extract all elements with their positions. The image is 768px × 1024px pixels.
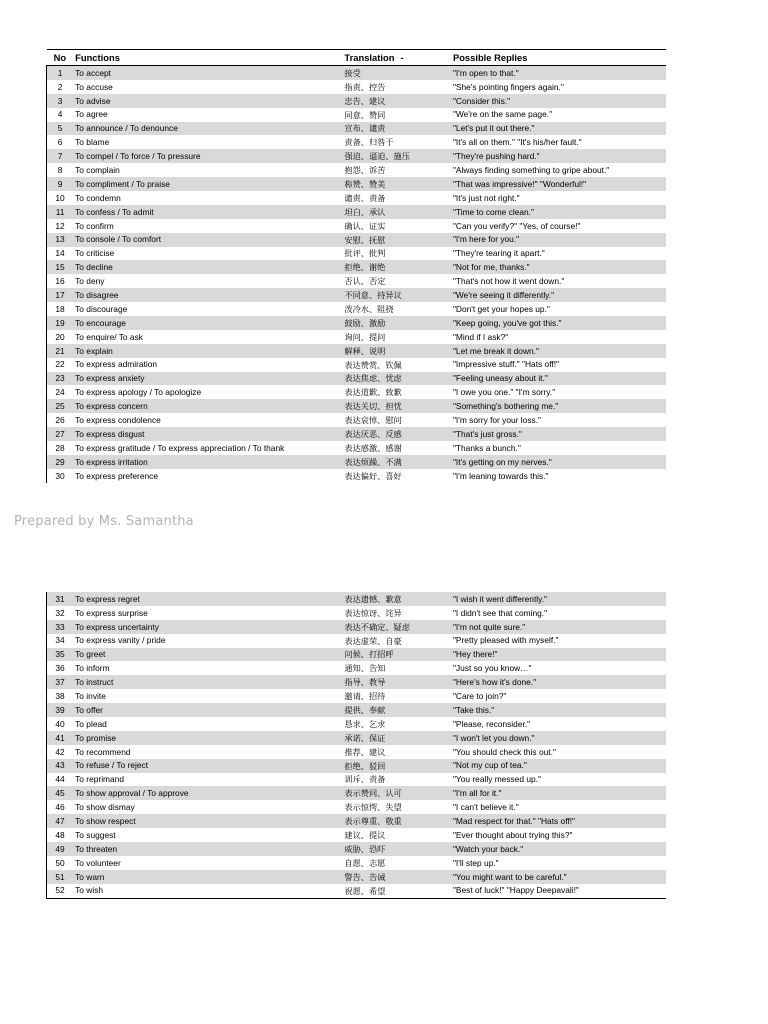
row-number: 50 [47, 856, 74, 870]
table-row [47, 122, 667, 136]
function-cell: To reprimand [75, 774, 124, 785]
table-row [47, 177, 667, 191]
row-number: 13 [47, 233, 74, 247]
function-cell: To express preference [75, 470, 158, 481]
row-number: 46 [47, 800, 74, 814]
reply-cell: "They're pushing hard." [451, 149, 666, 163]
row-number: 16 [47, 274, 74, 288]
translation-cell: 解释、说明 [342, 344, 451, 358]
translation-cell: 祝愿、希望 [342, 884, 451, 898]
reply-cell: "I didn't see that coming." [452, 607, 548, 618]
translation-cell: 推荐、建议 [344, 746, 386, 757]
translation-cell: 表示赞同、认可 [342, 786, 451, 800]
table-row [47, 191, 667, 205]
function-cell: To offer [73, 703, 342, 717]
reply-cell: "You might want to be careful." [451, 870, 666, 884]
translation-cell: 指导、教导 [342, 675, 451, 689]
function-cell: To express concern [73, 399, 342, 413]
row-number: 29 [47, 455, 74, 469]
table-row [47, 856, 667, 870]
table-row [47, 786, 667, 800]
row-number: 9 [47, 177, 74, 191]
translation-cell: 确认、证实 [344, 220, 386, 231]
translation-cell: 询问、提问 [344, 331, 386, 342]
header-functions: Functions [73, 50, 342, 66]
translation-cell: 表示惊愕、失望 [344, 802, 402, 813]
row-number: 2 [47, 80, 74, 94]
table-body-2 [47, 592, 667, 898]
translation-cell: 表达不确定、疑虑 [342, 620, 451, 634]
translation-cell: 谴责、责备 [344, 192, 386, 203]
translation-cell: 强迫、逼迫、施压 [342, 149, 451, 163]
row-number: 32 [47, 606, 74, 620]
function-cell: To volunteer [75, 857, 121, 868]
table-row [47, 399, 667, 413]
translation-cell: 表达惊讶、诧异 [344, 607, 402, 618]
translation-cell: 承诺、保证 [342, 731, 451, 745]
table-row [47, 828, 667, 842]
reply-cell: "Here's how it's done." [451, 675, 666, 689]
function-cell: To disagree [73, 288, 342, 302]
row-number: 38 [47, 689, 74, 703]
functions-table-part-2 [46, 592, 666, 899]
table-row [47, 413, 667, 427]
reply-cell: "Mind if I ask?" [452, 331, 509, 342]
translation-cell: 表达遗憾、歉意 [342, 592, 451, 606]
table-row [47, 135, 667, 149]
row-number: 8 [47, 163, 74, 177]
translation-cell: 坦白、承认 [342, 205, 451, 219]
function-cell: To instruct [73, 675, 342, 689]
table-row [47, 745, 667, 759]
row-number: 28 [47, 441, 74, 455]
row-number: 21 [47, 344, 74, 358]
table-row [47, 233, 667, 247]
translation-cell: 表达烦躁、不满 [342, 455, 451, 469]
table-row [47, 80, 667, 94]
table-row [47, 149, 667, 163]
table-row [47, 205, 667, 219]
reply-cell: "I won't let you down." [451, 731, 666, 745]
function-cell: To condemn [75, 192, 121, 203]
reply-cell: "It's just not right." [452, 192, 520, 203]
function-cell: To express anxiety [73, 372, 342, 386]
function-cell: To threaten [73, 842, 342, 856]
reply-cell: "Let me break it down." [451, 344, 666, 358]
reply-cell: "I'll step up." [452, 857, 499, 868]
translation-cell: 问候、打招呼 [342, 648, 451, 662]
function-cell: To announce / To denounce [73, 122, 342, 136]
table-row [47, 648, 667, 662]
reply-cell: "I owe you one." "I'm sorry." [452, 387, 556, 398]
reply-cell: "You should check this out." [452, 746, 556, 757]
table-row [47, 288, 667, 302]
reply-cell: "Hey there!" [451, 648, 666, 662]
function-cell: To compliment / To praise [73, 177, 342, 191]
translation-cell: 泼冷水、阻挠 [344, 303, 394, 314]
reply-cell: "I can't believe it." [452, 802, 519, 813]
row-number: 51 [47, 870, 74, 884]
table-row [47, 814, 667, 828]
function-cell: To blame [75, 137, 110, 148]
row-number: 10 [47, 191, 74, 205]
function-cell: To warn [73, 870, 342, 884]
reply-cell: "It's all on them." "It's his/her fault." [452, 137, 582, 148]
reply-cell: "Just so you know…" [452, 663, 532, 674]
function-cell: To express gratitude / To express appreciation / To thank [75, 442, 285, 453]
function-cell: To discourage [75, 303, 128, 314]
table-row [47, 717, 667, 731]
reply-cell: "Thanks a bunch." [452, 442, 521, 453]
function-cell: To wish [73, 884, 342, 898]
table-row [47, 634, 667, 648]
row-number: 30 [47, 469, 74, 483]
reply-cell: "I'm sorry for your loss." [452, 415, 541, 425]
reply-cell: "Impressive stuff." "Hats off!" [452, 359, 560, 370]
row-number: 22 [47, 358, 74, 372]
function-cell: To enquire/ To ask [75, 331, 143, 342]
table-row [47, 620, 667, 634]
row-number: 47 [47, 814, 74, 828]
translation-cell: 指责、控告 [344, 81, 386, 92]
translation-cell: 批评、批判 [344, 248, 386, 259]
reply-cell: "They're tearing it apart." [452, 248, 545, 259]
function-cell: To decline [73, 260, 342, 274]
translation-cell: 警告、告诫 [342, 870, 451, 884]
function-cell: To express admiration [75, 359, 158, 370]
reply-cell: "Take this." [451, 703, 666, 717]
translation-cell: 责备、归咎于 [344, 137, 394, 148]
function-cell: To express condolence [75, 415, 161, 425]
row-number: 11 [47, 205, 74, 219]
table-row [47, 689, 667, 703]
table-row [47, 870, 667, 884]
function-cell: To express apology / To apologize [75, 387, 202, 398]
row-number: 14 [47, 247, 74, 261]
table-row [47, 455, 667, 469]
table-row [47, 260, 667, 274]
reply-cell: "Watch your back." [451, 842, 666, 856]
translation-cell: 忠告、建议 [342, 94, 451, 108]
row-number: 5 [47, 122, 74, 136]
table-row [47, 247, 667, 261]
translation-cell: 表达关切、担忧 [342, 399, 451, 413]
function-cell: To show dismay [75, 802, 135, 813]
translation-cell: 表达虚荣、自豪 [344, 635, 402, 646]
row-number: 52 [47, 884, 74, 898]
table-row [47, 606, 667, 620]
reply-cell: "Can you verify?" "Yes, of course!" [452, 220, 581, 231]
row-number: 1 [47, 66, 74, 80]
table-header-row [47, 50, 667, 66]
function-cell: To console / To comfort [73, 233, 342, 247]
table-row [47, 884, 667, 898]
translation-cell: 拒绝、谢绝 [342, 260, 451, 274]
table-row [47, 330, 667, 344]
table-body-1 [47, 66, 667, 483]
function-cell: To explain [73, 344, 342, 358]
row-number: 43 [47, 759, 74, 773]
reply-cell: "Mad respect for that." "Hats off!" [451, 814, 666, 828]
row-number: 39 [47, 703, 74, 717]
reply-cell: "That was impressive!" "Wonderful!" [451, 177, 666, 191]
function-cell: To promise [73, 731, 342, 745]
header-translation-label: Translation [344, 51, 395, 63]
function-cell: To confess / To admit [73, 205, 342, 219]
table-row [47, 661, 667, 675]
row-number: 25 [47, 399, 74, 413]
function-cell: To complain [75, 164, 120, 175]
translation-cell: 否认、否定 [344, 276, 386, 287]
table-row [47, 842, 667, 856]
row-number: 19 [47, 316, 74, 330]
translation-cell: 表达道歉、致歉 [344, 387, 402, 398]
function-cell: To express surprise [75, 607, 148, 618]
reply-cell: "That's not how it went down." [452, 276, 565, 287]
row-number: 35 [47, 648, 74, 662]
function-cell: To advise [73, 94, 342, 108]
table-row [47, 469, 667, 483]
table-row [47, 427, 667, 441]
row-number: 41 [47, 731, 74, 745]
translation-cell: 安慰、抚慰 [342, 233, 451, 247]
translation-cell: 恳求、乞求 [344, 718, 386, 729]
table-row [47, 773, 667, 787]
function-cell: To show approval / To approve [73, 786, 342, 800]
function-cell: To express uncertainty [73, 620, 342, 634]
row-number: 17 [47, 288, 74, 302]
header-translation [342, 50, 451, 66]
translation-cell: 表达偏好、喜好 [344, 470, 402, 481]
reply-cell: "Time to come clean." [451, 205, 666, 219]
table-row [47, 344, 667, 358]
translation-cell: 建议、提议 [344, 829, 386, 840]
function-cell: To express disgust [73, 427, 342, 441]
reply-cell: "We're seeing it differently." [451, 288, 666, 302]
row-number: 24 [47, 385, 74, 399]
function-cell: To deny [75, 276, 105, 287]
translation-cell: 拒绝、驳回 [342, 759, 451, 773]
function-cell: To show respect [73, 814, 342, 828]
translation-cell: 表达赞赏、钦佩 [344, 359, 402, 370]
functions-table-part-1 [46, 49, 666, 483]
reply-cell: "Don't get your hopes up." [452, 303, 550, 314]
function-cell: To criticise [75, 248, 115, 259]
function-cell: To accuse [75, 81, 113, 92]
row-number: 3 [47, 94, 74, 108]
table-row [47, 759, 667, 773]
prepared-by-text: Prepared by Ms. Samantha [14, 514, 194, 529]
translation-cell: 同意、赞同 [344, 109, 386, 120]
table-row [47, 274, 667, 288]
row-number: 40 [47, 717, 74, 731]
filter-dropdown-mark[interactable]: - [400, 51, 404, 63]
function-cell: To inform [75, 663, 110, 674]
table-row [47, 675, 667, 689]
row-number: 45 [47, 786, 74, 800]
function-cell: To compel / To force / To pressure [73, 149, 342, 163]
translation-cell: 抱怨、诉苦 [344, 165, 386, 176]
function-cell: To invite [75, 690, 106, 701]
row-number: 20 [47, 330, 74, 344]
translation-cell: 不同意、持异议 [342, 288, 451, 302]
translation-cell: 宣布、谴责 [342, 122, 451, 136]
reply-cell: "Not for me, thanks." [451, 260, 666, 274]
function-cell: To greet [73, 648, 342, 662]
translation-cell: 训斥、责备 [344, 774, 386, 785]
function-cell: To agree [75, 109, 108, 120]
reply-cell: "Something's bothering me." [451, 399, 666, 413]
translation-cell: 表达感激、感谢 [344, 442, 402, 453]
translation-cell: 鼓励、激励 [342, 316, 451, 330]
reply-cell: "Let's put it out there." [451, 122, 666, 136]
row-number: 12 [47, 219, 74, 233]
function-cell: To recommend [75, 746, 131, 757]
row-number: 26 [47, 413, 74, 427]
translation-cell: 表示尊重、敬重 [342, 814, 451, 828]
reply-cell: "I'm leaning towards this." [452, 470, 549, 481]
reply-cell: "I wish it went differently." [451, 592, 666, 606]
row-number: 34 [47, 634, 74, 648]
row-number: 49 [47, 842, 74, 856]
reply-cell: "Not my cup of tea." [451, 759, 666, 773]
table-row [47, 385, 667, 399]
row-number: 42 [47, 745, 74, 759]
header-replies: Possible Replies [451, 50, 666, 66]
reply-cell: "Care to join?" [452, 690, 507, 701]
row-number: 33 [47, 620, 74, 634]
table-row [47, 219, 667, 233]
translation-cell: 表达焦虑、忧虑 [342, 372, 451, 386]
translation-cell: 自愿、志愿 [344, 857, 386, 868]
translation-cell: 威胁、恐吓 [342, 842, 451, 856]
table-row [47, 592, 667, 606]
row-number: 18 [47, 302, 74, 316]
function-cell: To express vanity / pride [75, 635, 166, 646]
function-cell: To plead [75, 718, 107, 729]
table-row [47, 302, 667, 316]
table-row [47, 108, 667, 122]
row-number: 23 [47, 372, 74, 386]
translation-cell: 通知、告知 [344, 663, 386, 674]
reply-cell: "Consider this." [451, 94, 666, 108]
translation-cell: 邀请、招待 [344, 691, 386, 702]
row-number: 27 [47, 427, 74, 441]
table-row [47, 316, 667, 330]
function-cell: To refuse / To reject [73, 759, 342, 773]
translation-cell: 表达厌恶、反感 [342, 427, 451, 441]
reply-cell: "I'm open to that." [451, 66, 666, 80]
reply-cell: "Keep going, you've got this." [451, 316, 666, 330]
table-row [47, 372, 667, 386]
row-number: 37 [47, 675, 74, 689]
reply-cell: "Best of luck!" "Happy Deepavali!" [451, 884, 666, 898]
table-row [47, 703, 667, 717]
function-cell: To accept [73, 66, 342, 80]
reply-cell: "It's getting on my nerves." [451, 455, 666, 469]
function-cell: To encourage [73, 316, 342, 330]
reply-cell: "You really messed up." [452, 774, 541, 785]
translation-cell: 提供、奉献 [342, 703, 451, 717]
reply-cell: "Always finding something to gripe about." [452, 164, 610, 175]
reply-cell: "Please, reconsider." [452, 718, 531, 729]
table-row [47, 94, 667, 108]
row-number: 7 [47, 149, 74, 163]
function-cell: To suggest [75, 829, 116, 840]
row-number: 44 [47, 773, 74, 787]
reply-cell: "I'm not quite sure." [451, 620, 666, 634]
translation-cell: 称赞、赞美 [342, 177, 451, 191]
table-row [47, 800, 667, 814]
table-row [47, 66, 667, 80]
table-row [47, 441, 667, 455]
function-cell: To confirm [75, 220, 114, 231]
header-no: No [47, 50, 74, 66]
row-number: 36 [47, 661, 74, 675]
function-cell: To express regret [73, 592, 342, 606]
reply-cell: "We're on the same page." [452, 109, 553, 120]
reply-cell: "I'm all for it." [451, 786, 666, 800]
row-number: 6 [47, 135, 74, 149]
row-number: 4 [47, 108, 74, 122]
reply-cell: "Pretty pleased with myself." [452, 635, 559, 646]
translation-cell: 接受 [342, 66, 451, 80]
function-cell: To express irritation [73, 455, 342, 469]
reply-cell: "Ever thought about trying this?" [452, 829, 573, 840]
table-row [47, 163, 667, 177]
reply-cell: "That's just gross." [451, 427, 666, 441]
translation-cell: 表达哀悼、慰问 [344, 415, 402, 426]
table-row [47, 358, 667, 372]
row-number: 31 [47, 592, 74, 606]
reply-cell: "I'm here for you." [451, 233, 666, 247]
reply-cell: "She's pointing fingers again." [452, 81, 564, 92]
row-number: 48 [47, 828, 74, 842]
row-number: 15 [47, 260, 74, 274]
reply-cell: "Feeling uneasy about it." [451, 372, 666, 386]
table-row [47, 731, 667, 745]
